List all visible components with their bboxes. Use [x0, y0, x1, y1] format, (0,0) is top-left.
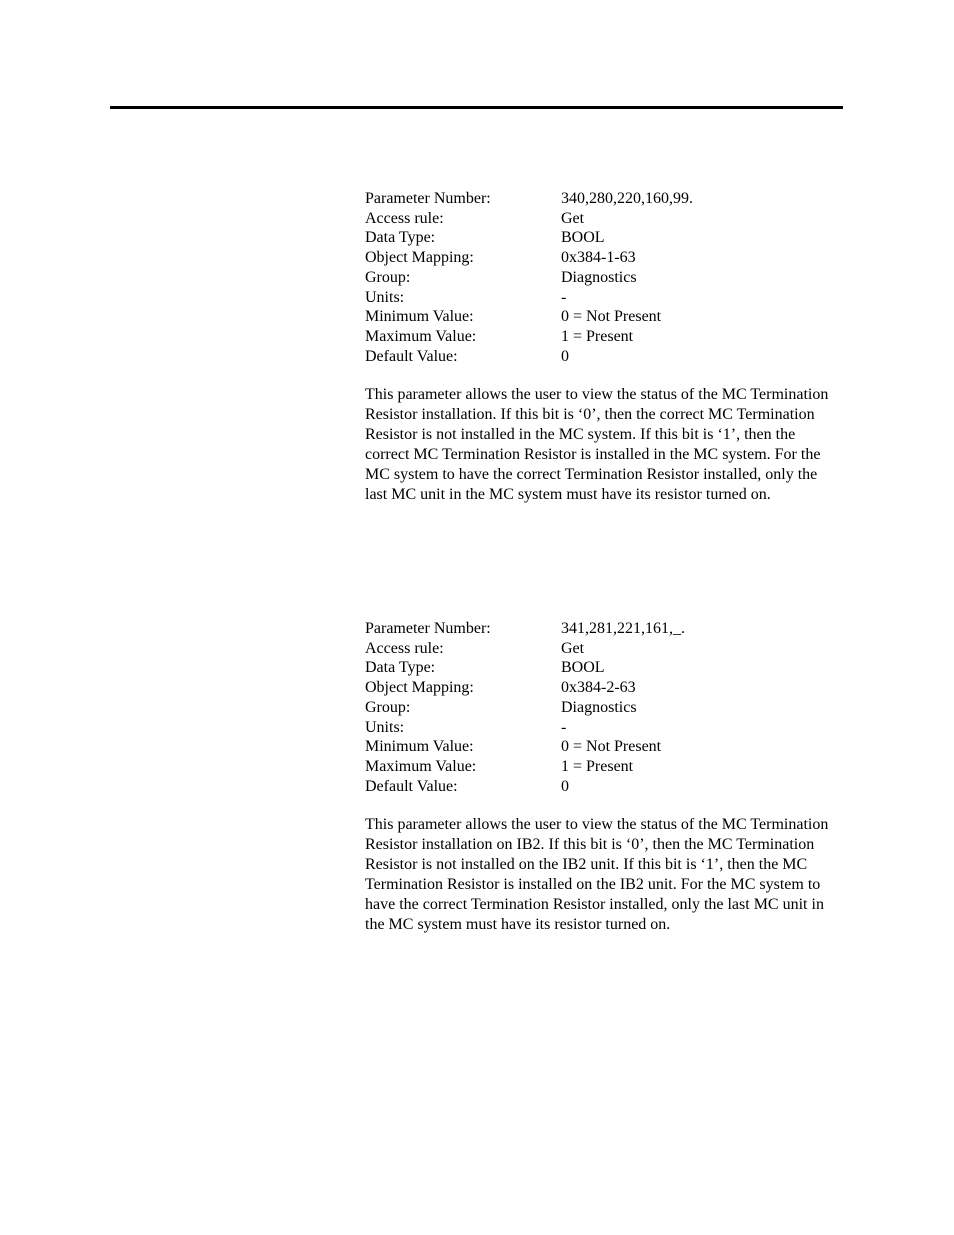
spec-value: 341,281,221,161,_.: [561, 620, 685, 637]
spec-label: Object Mapping:: [365, 679, 474, 697]
header-rule: [110, 106, 843, 109]
spec-label: Units:: [365, 718, 405, 736]
spec-value: Diagnostics: [561, 698, 637, 716]
spec-value: 0: [561, 777, 569, 795]
spec-label: Data Type:: [365, 659, 436, 677]
spec-value: -: [561, 288, 567, 306]
spec-label: Object Mapping:: [365, 249, 474, 267]
spec-value: Get: [561, 209, 585, 227]
spec-row-default-value: [365, 777, 685, 797]
spec-row-default-value: [365, 347, 693, 367]
spec-label: Group:: [365, 698, 411, 716]
spec-label: Data Type:: [365, 229, 436, 247]
spec-label: Maximum Value:: [365, 327, 477, 345]
spec-value: BOOL: [561, 229, 605, 247]
spec-row-units: [365, 288, 693, 308]
spec-row-data-type: [365, 658, 685, 678]
spec-value: 0: [561, 347, 569, 365]
spec-value: 1 = Present: [561, 757, 634, 775]
spec-row-minimum-value: [365, 307, 693, 327]
spec-label: Minimum Value:: [365, 738, 474, 756]
spec-row-units: [365, 718, 685, 738]
spec-value: 340,280,220,160,99.: [561, 190, 693, 207]
spec-value: 0x384-2-63: [561, 679, 636, 697]
spec-label: Default Value:: [365, 347, 458, 365]
spec-label: Access rule:: [365, 639, 444, 657]
spec-label: Parameter Number:: [365, 190, 491, 207]
parameter-block-1: [365, 189, 845, 505]
spec-row-data-type: [365, 228, 693, 248]
spec-value: 1 = Present: [561, 327, 634, 345]
parameter-spec-table-1: [365, 189, 693, 366]
spec-label: Units:: [365, 288, 405, 306]
spec-row-access-rule: [365, 209, 693, 229]
spec-row-object-mapping: [365, 248, 693, 268]
spec-label: Minimum Value:: [365, 308, 474, 326]
spec-value: 0 = Not Present: [561, 308, 662, 326]
spec-row-minimum-value: [365, 737, 685, 757]
spec-value: BOOL: [561, 659, 605, 677]
spec-label: Default Value:: [365, 777, 458, 795]
spec-label: Group:: [365, 268, 411, 286]
spec-value: Diagnostics: [561, 268, 637, 286]
parameter-description-1: This parameter allows the user to view the status of the MC Termination Resistor installation. If this bit is ‘0’, then the correct MC Termination Resistor is not installed in the MC system. If this bit is ‘1’, then the correct MC Termination Resistor is installed in the MC system. For the MC system to have the correct Termination Resistor installed, only the last MC unit in the MC system must have its resistor turned on.: [365, 386, 829, 503]
spec-row-maximum-value: [365, 327, 693, 347]
parameter-spec-table-2: [365, 619, 685, 796]
spec-value: 0 = Not Present: [561, 738, 662, 756]
spec-label: Access rule:: [365, 209, 444, 227]
spec-value: 0x384-1-63: [561, 249, 636, 267]
parameter-description-2: This parameter allows the user to view the status of the MC Termination Resistor installation on IB2. If this bit is ‘0’, then the MC Termination Resistor is not installed on the IB2 unit. If this bit is ‘1’, then the MC Termination Resistor is installed on the IB2 unit. For the MC system to have the correct Termination Resistor installed, only the last MC unit in the MC system must have its resistor turned on.: [365, 816, 829, 933]
spec-row-group: [365, 698, 685, 718]
spec-row-parameter-number: [365, 619, 685, 639]
spec-label: Parameter Number:: [365, 620, 491, 637]
spec-row-group: [365, 268, 693, 288]
parameter-block-2: [365, 619, 845, 935]
spec-label: Maximum Value:: [365, 757, 477, 775]
spec-row-parameter-number: [365, 189, 693, 209]
spec-row-maximum-value: [365, 757, 685, 777]
spec-value: -: [561, 718, 567, 736]
spec-row-access-rule: [365, 639, 685, 659]
spec-value: Get: [561, 639, 585, 657]
spec-row-object-mapping: [365, 678, 685, 698]
